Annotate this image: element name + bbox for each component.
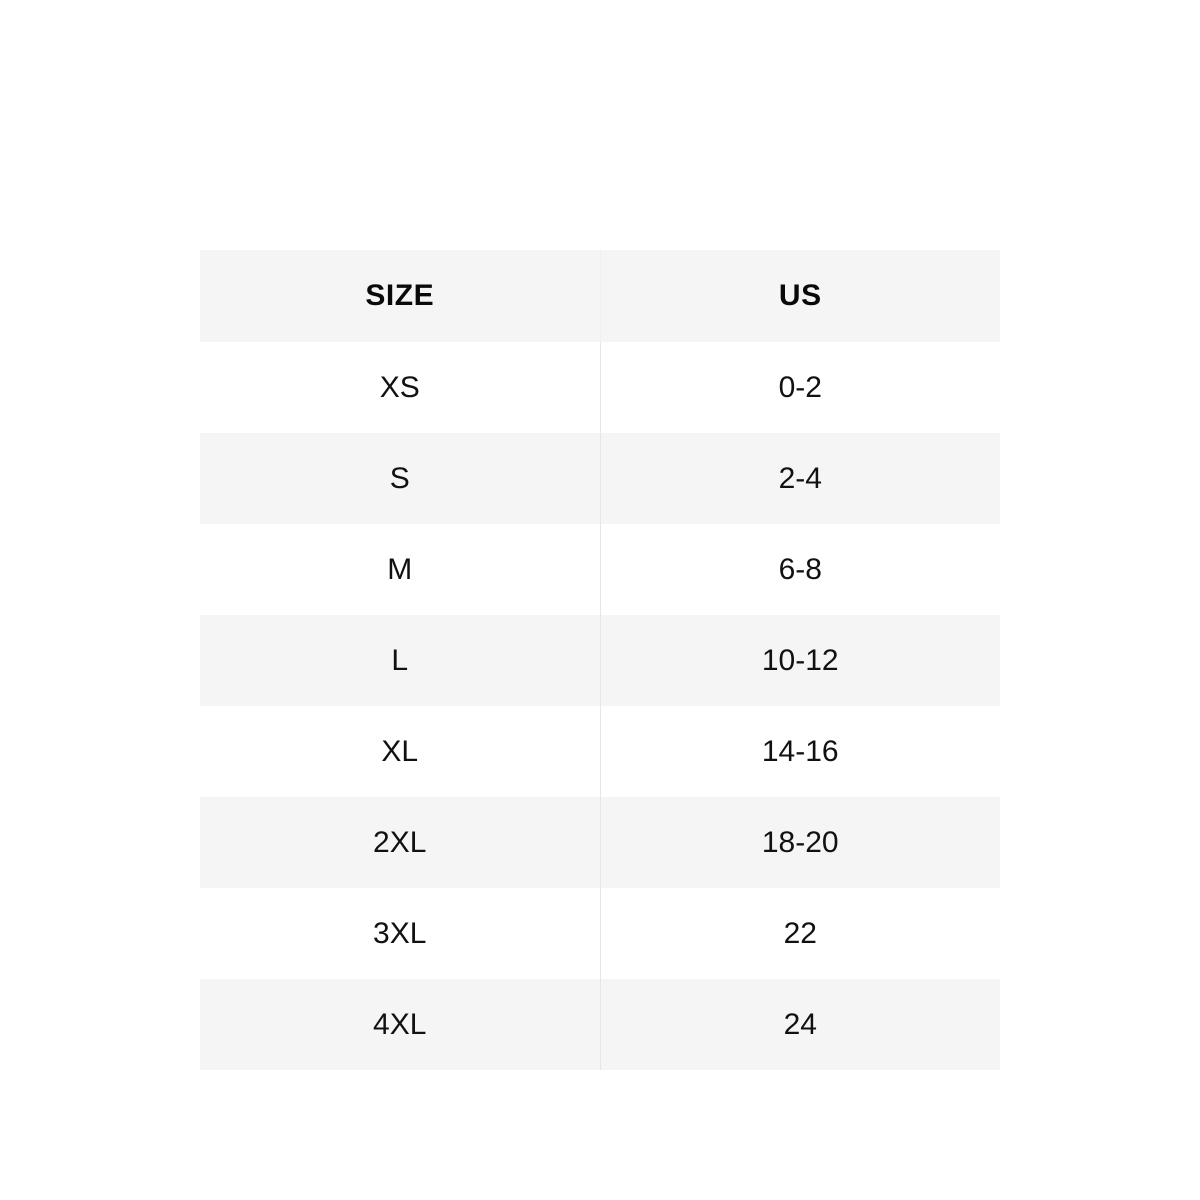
table-row	[200, 979, 1000, 1070]
cell-us: 14-16	[600, 706, 1000, 797]
cell-size: L	[200, 615, 600, 706]
column-header-size: SIZE	[200, 250, 600, 342]
cell-size: M	[200, 524, 600, 615]
table-row	[200, 342, 1000, 433]
cell-size: XL	[200, 706, 600, 797]
cell-size: XS	[200, 342, 600, 433]
cell-size: 3XL	[200, 888, 600, 979]
cell-size: 2XL	[200, 797, 600, 888]
size-chart-table	[200, 250, 1000, 1070]
cell-us: 2-4	[600, 433, 1000, 524]
table-row	[200, 524, 1000, 615]
table-row	[200, 615, 1000, 706]
cell-us: 6-8	[600, 524, 1000, 615]
size-chart-container	[200, 250, 1000, 1070]
cell-us: 10-12	[600, 615, 1000, 706]
table-header	[200, 250, 1000, 342]
table-row	[200, 888, 1000, 979]
cell-us: 0-2	[600, 342, 1000, 433]
column-header-us: US	[600, 250, 1000, 342]
table-row	[200, 797, 1000, 888]
cell-us: 18-20	[600, 797, 1000, 888]
cell-size: S	[200, 433, 600, 524]
table-row	[200, 706, 1000, 797]
table-header-row	[200, 250, 1000, 342]
table-body	[200, 342, 1000, 1070]
cell-us: 22	[600, 888, 1000, 979]
table-row	[200, 433, 1000, 524]
cell-us: 24	[600, 979, 1000, 1070]
cell-size: 4XL	[200, 979, 600, 1070]
